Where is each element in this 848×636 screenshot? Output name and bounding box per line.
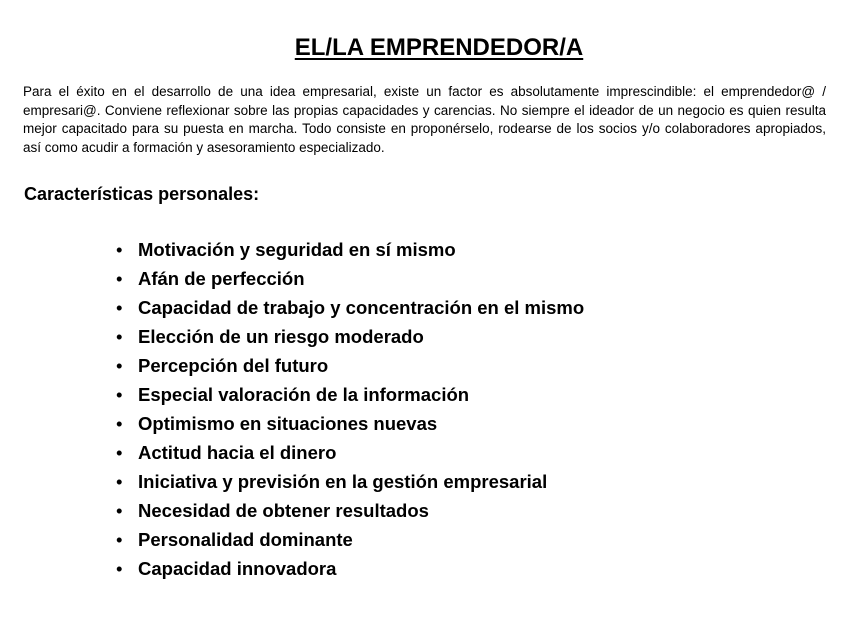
bullet-icon: •	[116, 355, 123, 376]
bullet-icon: •	[116, 326, 123, 347]
trait-label: Especial valoración de la información	[138, 384, 470, 405]
trait-label: Capacidad de trabajo y concentración en el mismo	[138, 297, 585, 318]
trait-label: Actitud hacia el dinero	[138, 442, 337, 463]
list-item	[116, 558, 584, 587]
section-heading: Características personales:	[24, 184, 260, 204]
trait-label: Iniciativa y previsión en la gestión empresarial	[138, 471, 548, 492]
trait-label: Elección de un riesgo moderado	[138, 326, 424, 347]
list-item	[116, 500, 584, 529]
trait-label: Afán de perfección	[138, 268, 305, 289]
trait-label: Optimismo en situaciones nuevas	[138, 413, 438, 434]
bullet-icon: •	[116, 529, 123, 550]
bullet-icon: •	[116, 413, 123, 434]
bullet-icon: •	[116, 471, 123, 492]
bullet-icon: •	[116, 268, 123, 289]
bullet-icon: •	[116, 442, 123, 463]
list-item	[116, 297, 584, 326]
list-item	[116, 413, 584, 442]
intro-paragraph: Para el éxito en el desarrollo de una idea empresarial, existe un factor es absolutamente imprescindible: el emprendedor@ / empresari@. Conviene reflexionar sobre las propias capacidades y carencias. No siempre el ideador de un negocio es quien resulta mejor capacitado para su puesta en marcha. Todo consiste en proponérselo, rodearse de los socios y/o colaboradores apropiados, así como acudir a formación y asesoramiento especializado.	[23, 84, 826, 155]
trait-label: Necesidad de obtener resultados	[138, 500, 429, 521]
list-item	[116, 326, 584, 355]
list-item	[116, 268, 584, 297]
page-title: EL/LA EMPRENDEDOR/A	[294, 34, 584, 61]
list-item	[116, 442, 584, 471]
list-item	[116, 239, 584, 268]
trait-label: Capacidad innovadora	[138, 558, 337, 579]
bullet-icon: •	[116, 384, 123, 405]
trait-label: Motivación y seguridad en sí mismo	[138, 239, 456, 260]
traits-list	[116, 239, 584, 587]
list-item	[116, 384, 584, 413]
list-item	[116, 471, 584, 500]
bullet-icon: •	[116, 500, 123, 521]
bullet-icon: •	[116, 297, 123, 318]
list-item	[116, 355, 584, 384]
bullet-icon: •	[116, 558, 123, 579]
trait-label: Personalidad dominante	[138, 529, 353, 550]
list-item	[116, 529, 584, 558]
trait-label: Percepción del futuro	[138, 355, 329, 376]
bullet-icon: •	[116, 239, 123, 260]
